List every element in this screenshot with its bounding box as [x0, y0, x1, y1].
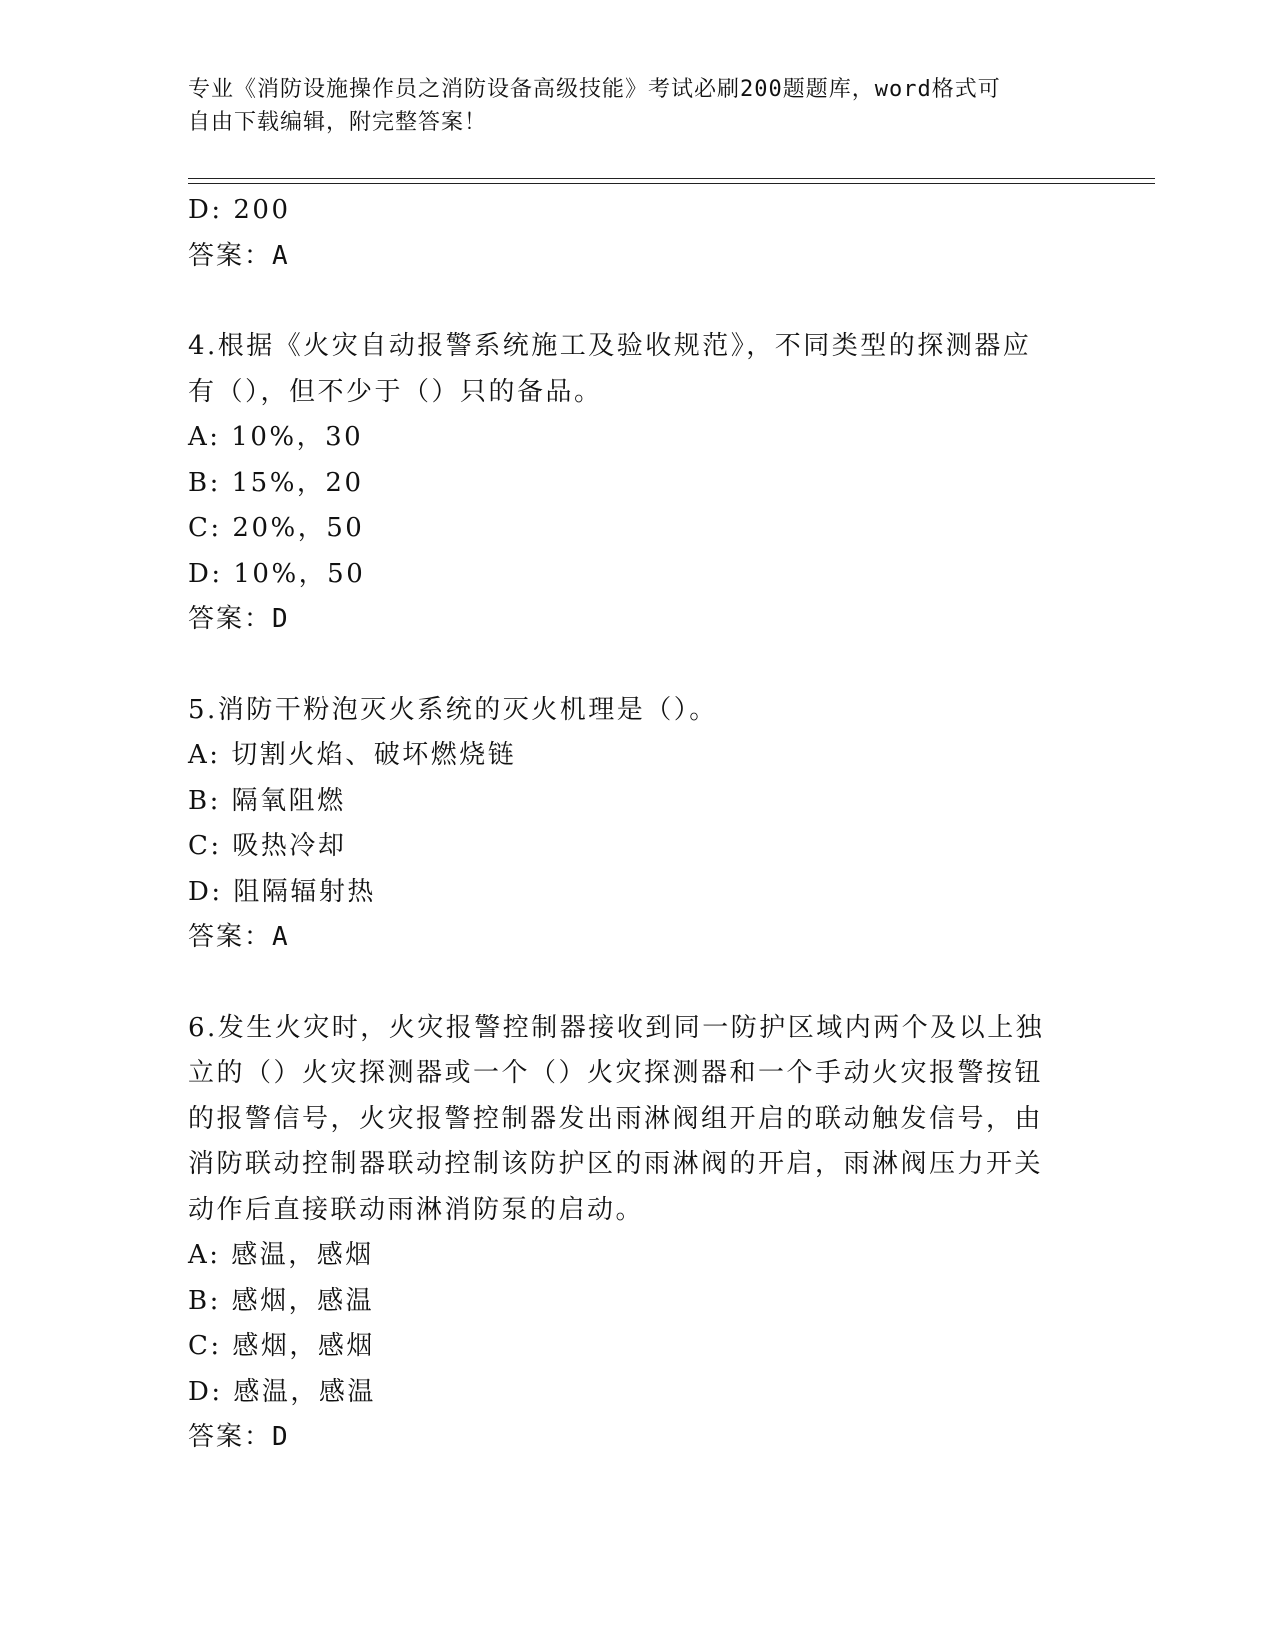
header-line-2: 自由下载编辑，附完整答案！: [188, 110, 488, 135]
question-stem: [188, 1006, 1068, 1234]
option-d: D: 阻隔辐射热: [188, 876, 376, 907]
spacer: [188, 279, 1068, 324]
answer-line: 答案：A: [188, 240, 290, 271]
header-divider-top: [188, 178, 1155, 179]
answer-line: 答案：A: [188, 922, 290, 952]
option-c: C: 感烟，感烟: [188, 1331, 375, 1361]
header-line-1: 专业《消防设施操作员之消防设备高级技能》考试必刷200题题库，word格式可: [188, 77, 1001, 102]
answer-line: 答案：D: [188, 604, 290, 634]
option-b: B: 15%，20: [188, 467, 364, 498]
option-a: A: 切割火焰、破坏燃烧链: [188, 740, 517, 770]
option-b: B: 隔氧阻燃: [188, 785, 346, 816]
stem-line: 4.根据《火灾自动报警系统施工及验收规范》，不同类型的探测器应: [188, 331, 1032, 361]
stem-line: 有（），但不少于（）只的备品。: [188, 376, 603, 407]
option-c: C: 吸热冷却: [188, 831, 347, 861]
stem-line: 消防联动控制器联动控制该防护区的雨淋阀的开启，雨淋阀压力开关: [188, 1149, 1044, 1179]
option-d: D: 感温，感温: [188, 1376, 376, 1407]
question-6: [188, 1006, 1068, 1461]
stem-line: 6.发生火灾时，火灾报警控制器接收到同一防护区域内两个及以上独: [188, 1012, 1045, 1043]
document-header: [188, 73, 1068, 139]
header-divider-bottom: [188, 183, 1155, 184]
stem-line: 立的（）火灾探测器或一个（）火灾探测器和一个手动火灾报警按钮: [188, 1058, 1044, 1088]
stem-line: 的报警信号，火灾报警控制器发出雨淋阀组开启的联动触发信号，由: [188, 1103, 1044, 1134]
question-stem: [188, 688, 1068, 734]
question-4: [188, 324, 1068, 643]
question-5: [188, 688, 1068, 961]
option-c: C: 20%，50: [188, 513, 365, 543]
option-d: D: 10%，50: [188, 558, 366, 589]
previous-question-tail: [188, 188, 1068, 279]
spacer: [188, 961, 1068, 1006]
answer-line: 答案：D: [188, 1422, 290, 1452]
document-body: [188, 188, 1068, 1461]
stem-line: 动作后直接联动雨淋消防泵的启动。: [188, 1194, 645, 1225]
option-d: D: 200: [188, 195, 291, 225]
question-stem: [188, 324, 1068, 415]
option-a: A: 10%，30: [188, 422, 364, 452]
option-a: A: 感温，感烟: [188, 1240, 374, 1270]
stem-line: 5.消防干粉泡灭火系统的灭火机理是（）。: [188, 694, 718, 725]
option-b: B: 感烟，感温: [188, 1285, 375, 1316]
spacer: [188, 643, 1068, 688]
